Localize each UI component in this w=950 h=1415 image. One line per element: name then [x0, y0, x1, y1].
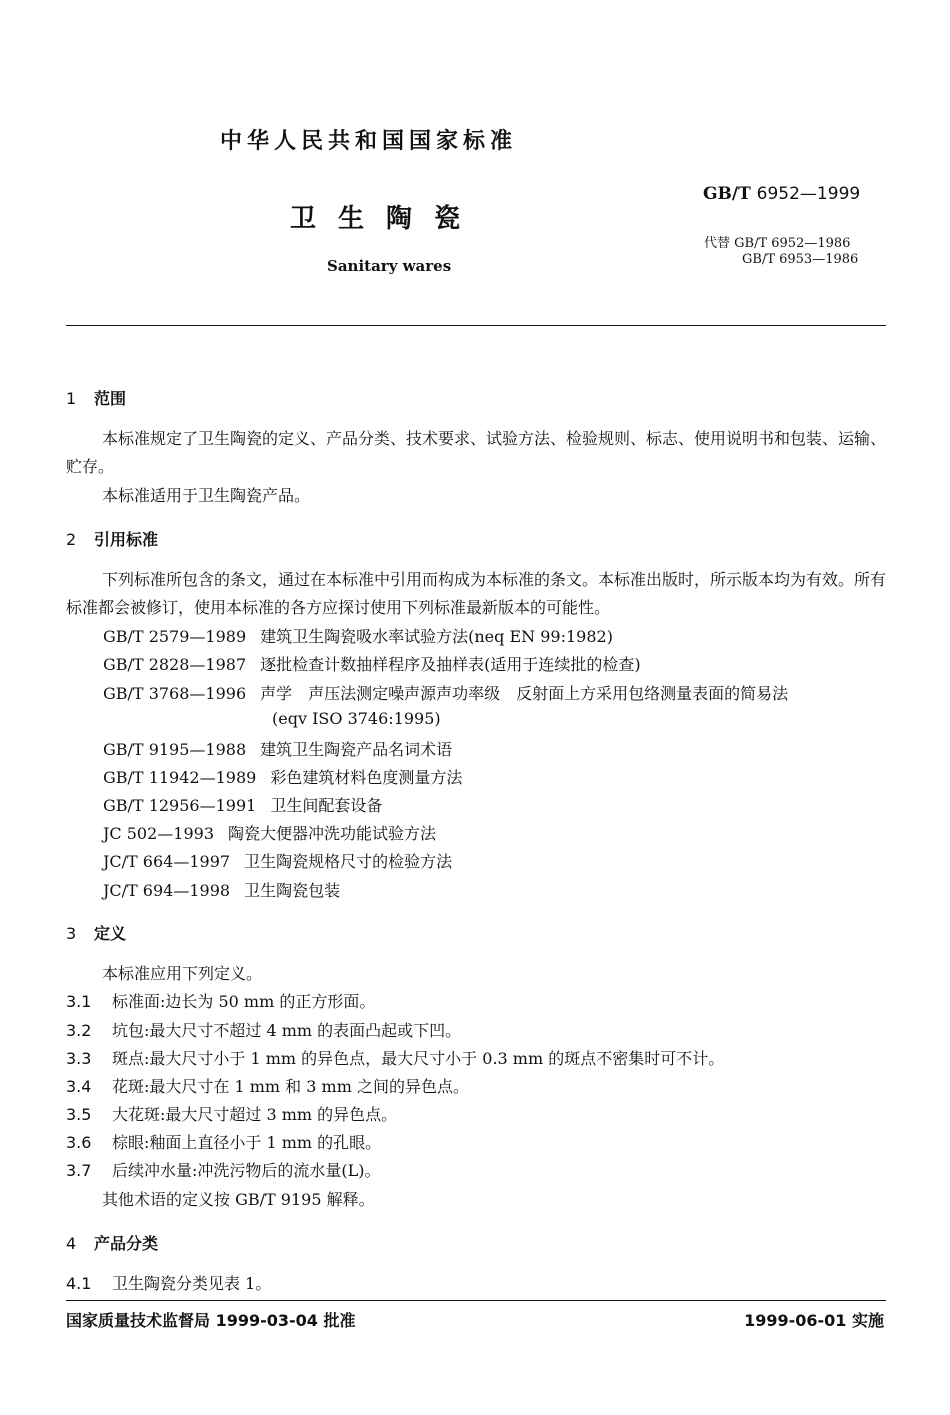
- section-1-heading: 1 范围: [66, 389, 127, 408]
- implementation-date: 1999-06-01 实施: [744, 1311, 884, 1330]
- section-2-para-1: 下列标准所包含的条文，通过在本标准中引用而构成为本标准的条文。本标准出版时，所示版本均为有效。所有标准都会被修订，使用本标准的各方应探讨使用下列标准最新版本的可能性。: [66, 570, 887, 617]
- reference-item: GB/T 11942—1989 彩色建筑材料色度测量方法: [103, 768, 463, 787]
- definition-item: 3.6 棕眼:釉面上直径小于 1 mm 的孔眼。: [66, 1133, 382, 1152]
- document-title: 卫生陶瓷: [290, 204, 483, 234]
- replaces-line-1: 代替 GB/T 6952—1986: [704, 236, 851, 251]
- definition-item: 3.3 斑点:最大尺寸小于 1 mm 的异色点，最大尺寸小于 0.3 mm 的斑点不密集时可不计。: [66, 1049, 725, 1068]
- reference-item: GB/T 9195—1988 建筑卫生陶瓷产品名词术语: [103, 740, 453, 759]
- section-3-heading: 3 定义: [66, 924, 127, 943]
- section-3-intro: 本标准应用下列定义。: [102, 964, 263, 983]
- section-4-1: 4.1 卫生陶瓷分类见表 1。: [66, 1274, 272, 1293]
- standard-code-number: 6952—1999: [756, 184, 861, 204]
- national-standard-heading: 中华人民共和国国家标准: [220, 129, 518, 154]
- definition-item: 3.5 大花斑:最大尺寸超过 3 mm 的异色点。: [66, 1105, 398, 1124]
- definition-item: 3.4 花斑:最大尺寸在 1 mm 和 3 mm 之间的异色点。: [66, 1077, 469, 1096]
- reference-item-continuation: (eqv ISO 3746:1995): [272, 709, 441, 728]
- section-1-para-1: 本标准规定了卫生陶瓷的定义、产品分类、技术要求、试验方法、检验规则、标志、使用说明书和包装、运输、贮存。: [66, 429, 887, 476]
- definition-item: 3.1 标准面:边长为 50 mm 的正方形面。: [66, 992, 376, 1011]
- section-3-outro: 其他术语的定义按 GB/T 9195 解释。: [102, 1190, 375, 1209]
- reference-item: JC 502—1993 陶瓷大便器冲洗功能试验方法: [103, 824, 437, 843]
- definition-item: 3.7 后续冲水量:冲洗污物后的流水量(L)。: [66, 1161, 381, 1180]
- reference-item: JC/T 694—1998 卫生陶瓷包装: [103, 881, 341, 900]
- definition-item: 3.2 坑包:最大尺寸不超过 4 mm 的表面凸起或下凹。: [66, 1021, 462, 1040]
- approval-date: 国家质量技术监督局 1999-03-04 批准: [66, 1311, 356, 1330]
- section-4-heading: 4 产品分类: [66, 1234, 159, 1253]
- reference-item: GB/T 2828—1987 逐批检查计数抽样程序及抽样表(适用于连续批的检查): [103, 655, 641, 674]
- replaces-line-2: GB/T 6953—1986: [742, 252, 859, 267]
- reference-item: GB/T 12956—1991 卫生间配套设备: [103, 796, 383, 815]
- reference-item: GB/T 3768—1996 声学 声压法测定噪声源声功率级 反射面上方采用包络测量表面的简易法: [103, 684, 789, 703]
- replaces-block: [704, 236, 858, 268]
- section-1-para-2: 本标准适用于卫生陶瓷产品。: [102, 486, 311, 505]
- header-divider: [66, 325, 886, 326]
- reference-item: JC/T 664—1997 卫生陶瓷规格尺寸的检验方法: [103, 852, 453, 871]
- standard-code: [703, 184, 860, 204]
- section-2-heading: 2 引用标准: [66, 530, 159, 549]
- standard-code-prefix: GB/T: [703, 184, 751, 204]
- reference-item: GB/T 2579—1989 建筑卫生陶瓷吸水率试验方法(neq EN 99:1982): [103, 627, 613, 646]
- footer-divider: [66, 1300, 886, 1301]
- english-title: Sanitary wares: [327, 257, 452, 275]
